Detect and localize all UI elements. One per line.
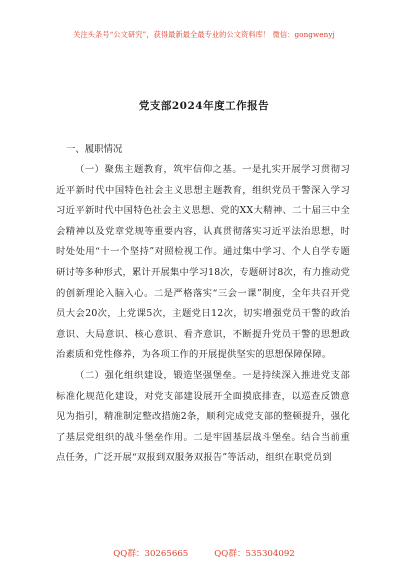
header-banner: 关注头条号“公文研究”，获得最新最全最专业的公文资料库！ 微信：gongwenyj <box>73 30 335 39</box>
document-title: 党支部2024年度工作报告 <box>138 100 270 112</box>
footer-qq-groups <box>0 547 408 559</box>
paragraph-1: （一）聚焦主题教育，筑牢信仰之基。一是扎实开展学习贯彻习近平新时代中国特色社会主义思想主题教育，组织党员干警深入学习习近平新时代中国特色社会主义思想、党的XX大精神、二十届三中全会精神以及党章党规等重要内容，认真贯彻落实习近平法治思想，时时处处用“十一个坚持”对照检视工作。通过集中学习、个人自学专题研讨等多种形式，累计开展集中学习18次，专题研讨8次，有力推动党的创新理论入脑入心。二是严格落实“三会一课”制度，全年共召开党员大会20次，上党课5次，主题党日12次，切实增强党员干警的政治意识、大局意识、核心意识、看齐意识，不断提升党员干警的思想政治素质和党性修养，为各项工作的开展提供坚实的思想保障保障。 <box>56 164 350 361</box>
document-body <box>56 142 350 469</box>
paragraph-2: （二）强化组织建设，锻造坚强堡垒。一是持续深入推进党支部标准化规范化建设，对党支部建设展开全面摸底排查，以巡查反馈意见为指引，精准制定整改措施2条，顺利完成党支部的整顿提升，强化了基层党组织的战斗堡垒作用。二是牢固基层战斗堡垒。结合当前重点任务，广泛开展“双报到双服务双报告”等活动，组织在职党员到 <box>56 369 350 464</box>
section-heading: 一、履职情况 <box>66 144 123 155</box>
footer-qq-group-1: QQ群：30265665 <box>113 549 189 559</box>
footer-qq-group-2: QQ群：535304092 <box>214 549 295 559</box>
